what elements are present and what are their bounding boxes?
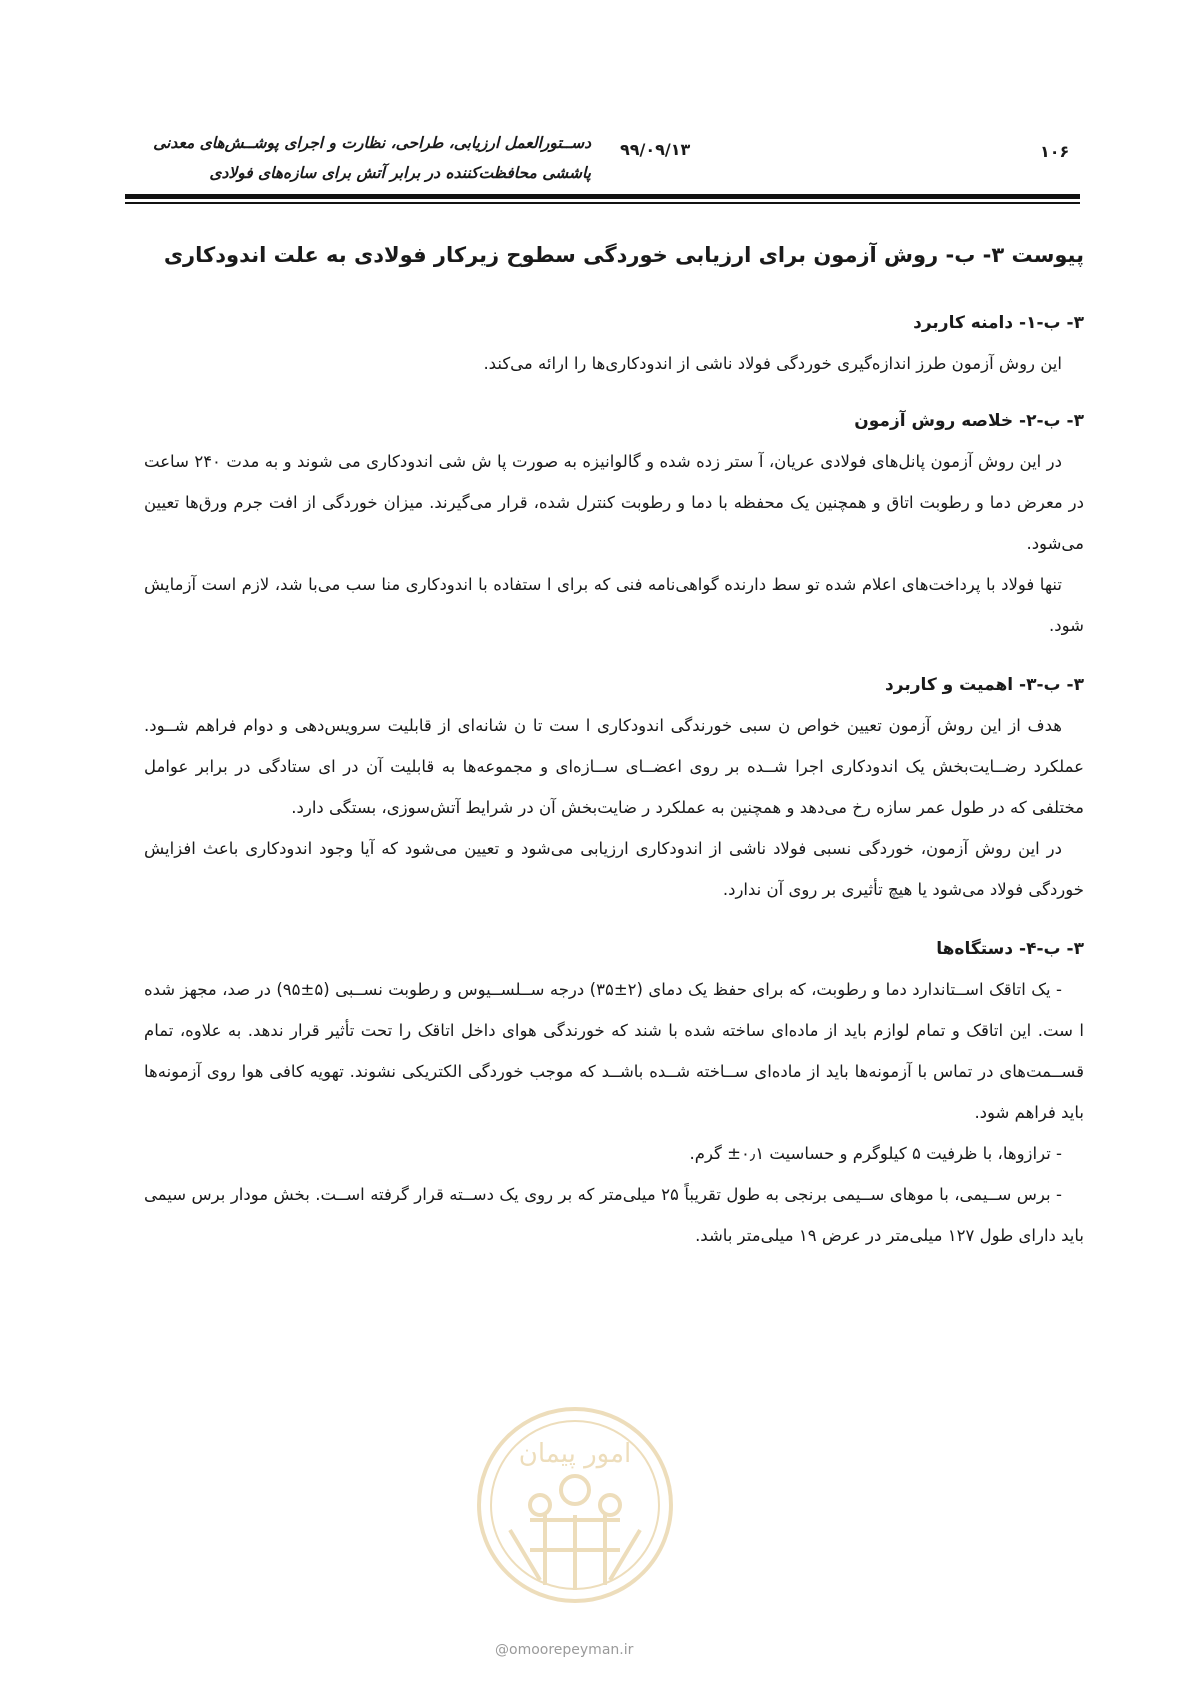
- list-item: - برس ســیمی، با موهای ســیمی برنجی به طول تقریباً ۲۵ میلی‌متر که بر روی یک دســته قرار گرفته اســت. بخش مودار برس سیمی باید دارای طول ۱۲۷ میلی‌متر در عرض ۱۹ میلی‌متر باشد.: [144, 1185, 1084, 1245]
- header-rule-thick: [125, 194, 1080, 199]
- watermark-logo-text: امور پیمان: [518, 1439, 632, 1469]
- header-title-line1: دســتورالعمل ارزیابی، طراحی، نظارت و اجرای پوشــش‌های معدنی: [153, 133, 591, 152]
- paragraph: در این روش آزمون، خوردگی نسبی فولاد ناشی از اندودکاری ارزیابی می‌شود و تعیین می‌شود که آیا وجود اندودکاری باعث افزایش خوردگی فولاد می‌شود یا هیچ تأثیری بر روی آن ندارد.: [144, 839, 1084, 899]
- paragraph: در این روش آزمون پانل‌های فولادی عریان، آ ستر زده شده و گالوانیزه به صورت پا ش شی اندودکاری می شوند و به مدت ۲۴۰ ساعت در معرض دما و رطوبت اتاق و همچنین یک محفظه با دما و رطوبت کنترل شده، قرار می‌گیرند. میزان خوردگی از افت جرم ورق‌ها تعیین می‌شود.: [144, 452, 1084, 553]
- section-heading: ۳- ب-۱- دامنه کاربرد: [913, 313, 1084, 333]
- section-heading: ۳- ب-۳- اهمیت و کاربرد: [885, 675, 1084, 695]
- paragraph: این روش آزمون طرز اندازه‌گیری خوردگی فولاد ناشی از اندودکاری‌ها را ارائه می‌کند.: [483, 354, 1062, 373]
- header-date: ۹۹/۰۹/۱۳: [620, 140, 691, 159]
- watermark-logo: [470, 1400, 680, 1610]
- paragraph: هدف از این روش آزمون تعیین خواص ن سبی خورندگی اندودکاری ا ست تا ن شانه‌ای از قابلیت سرویس‌دهی و دوام فراهم شــود. عملکرد رضــایت‌بخش یک اندودکاری اجرا شــده بر روی اعضــای ســازه‌ای و مجموعه‌ها به قابلیت آن در ای ستادگی در برابر عوامل مختلفی که در طول عمر سازه رخ می‌دهد و همچنین به عملکرد ر ضایت‌بخش آن در شرایط آتش‌سوزی، بستگی دارد.: [144, 716, 1084, 817]
- document-body: [144, 238, 1084, 1256]
- header-rule-thin: [125, 202, 1080, 204]
- page-number: ۱۰۶: [1040, 142, 1070, 161]
- watermark-url: @omoorepeyman.ir: [495, 1642, 634, 1658]
- paragraph: تنها فولاد با پرداخت‌های اعلام شده تو سط دارنده گواهی‌نامه فنی که برای ا ستفاده با اندودکاری منا سب می‌با شد، لازم است آزمایش شود.: [144, 575, 1084, 635]
- header-title-line2: پاششی محافظت‌کننده در برابر آتش برای سازه‌های فولادی: [209, 163, 591, 182]
- list-item: - ترازوها، با ظرفیت ۵ کیلوگرم و حساسیت ۰٫۱± گرم.: [689, 1144, 1062, 1163]
- appendix-title: پیوست ۳- ب- روش آزمون برای ارزیابی خوردگی سطوح زیرکار فولادی به علت اندودکاری: [163, 243, 1084, 267]
- list-item: - یک اتاقک اســتاندارد دما و رطوبت، که برای حفظ یک دمای (۲±۳۵) درجه ســلســیوس و رطوبت نســبی (۵±۹۵) در صد، مجهز شده ا ست. این اتاقک و تمام لوازم باید از ماده‌ای ساخته شده با شند که خورندگی هوای داخل اتاقک را تحت تأثیر قرار ندهد. به علاوه، تمام قســمت‌های در تماس با آزمونه‌ها باید از ماده‌ای ســاخته شــده باشــد که موجب خوردگی الکتریکی نشوند. تهویه کافی هوا روی آزمونه‌ها باید فراهم شود.: [144, 980, 1084, 1122]
- running-header-title: [111, 128, 591, 188]
- section-heading: ۳- ب-۲- خلاصه روش آزمون: [854, 411, 1084, 431]
- section-heading: ۳- ب-۴- دستگاه‌ها: [936, 939, 1084, 959]
